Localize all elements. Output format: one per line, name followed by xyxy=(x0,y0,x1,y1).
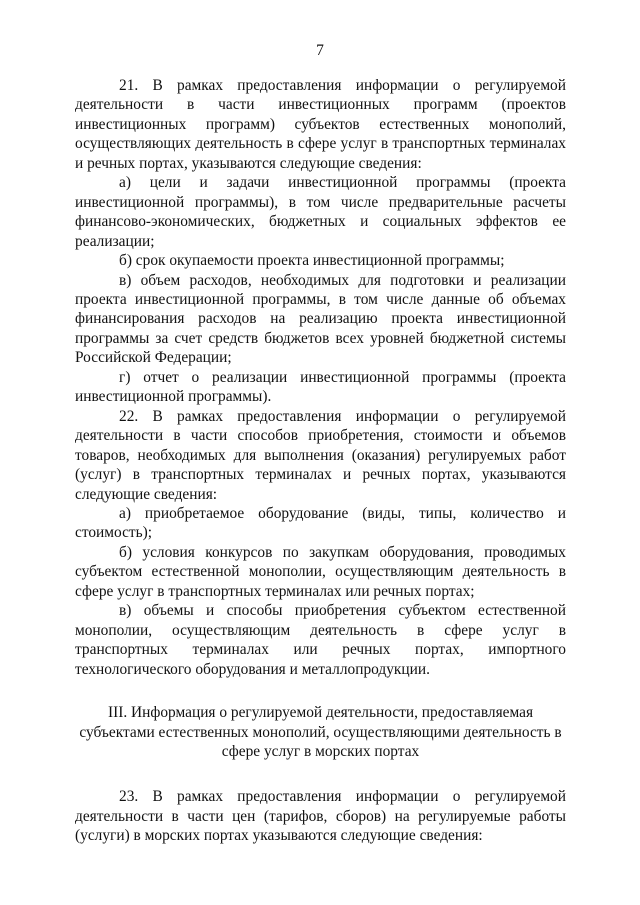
paragraph-21-b: б) срок окупаемости проекта инвестиционной программы; xyxy=(119,252,505,270)
paragraph-22-v: в) объемы и способы приобретения субъектом естественной монополии, осуществляющим деятельность в сфере услуг в транспортных терминалах или речных портах, импортного технологического оборудования и металлопродукции. xyxy=(75,602,566,678)
paragraph-21-a: а) цели и задачи инвестиционной программы (проекта инвестиционной программы), в том числе предварительные расчеты финансово-экономических, бюджетных и социальных эффектов ее реализации; xyxy=(75,174,566,250)
paragraph-22-b: б) условия конкурсов по закупкам оборудования, проводимых субъектом естественной монополии, осуществляющим деятельность в сфере услуг в транспортных терминалах или речных портах; xyxy=(75,543,566,600)
paragraph-21-v: в) объем расходов, необходимых для подготовки и реализации проекта инвестиционной программы, в том числе данные об объемах финансирования расходов на реализацию проекта инвестиционной программы за счет средств бюджетов всех уровней бюджетной системы Российской Федерации; xyxy=(75,271,566,367)
page-number: 7 xyxy=(316,42,324,59)
paragraph-23: 23. В рамках предоставления информации о регулируемой деятельности в части цен (тарифов, сборов) на регулируемые работы (услуги) в морских портах указываются следующие сведения: xyxy=(75,788,566,845)
paragraph-22: 22. В рамках предоставления информации о регулируемой деятельности в части способов приобретения, стоимости и объемов товаров, необходимых для выполнения (оказания) регулируемых работ (услуг) в транспортных терминалах и речных портах, указываются следующие сведения: xyxy=(75,407,566,503)
document-body xyxy=(75,76,566,846)
paragraph-21-g: г) отчет о реализации инвестиционной программы (проекта инвестиционной программы). xyxy=(75,368,566,406)
paragraph-21: 21. В рамках предоставления информации о регулируемой деятельности в части инвестиционных программ (проектов инвестиционных программ) субъектов естественных монополий, осуществляющих деятельность в сфере услуг в транспортных терминалах и речных портах, указываются следующие сведения: xyxy=(75,77,566,172)
section-heading: III. Информация о регулируемой деятельности, предоставляемая субъектами естественных монополий, осуществляющими деятельность в сфере услуг в морских портах xyxy=(79,704,562,760)
paragraph-22-a: а) приобретаемое оборудование (виды, типы, количество и стоимость); xyxy=(75,504,566,542)
